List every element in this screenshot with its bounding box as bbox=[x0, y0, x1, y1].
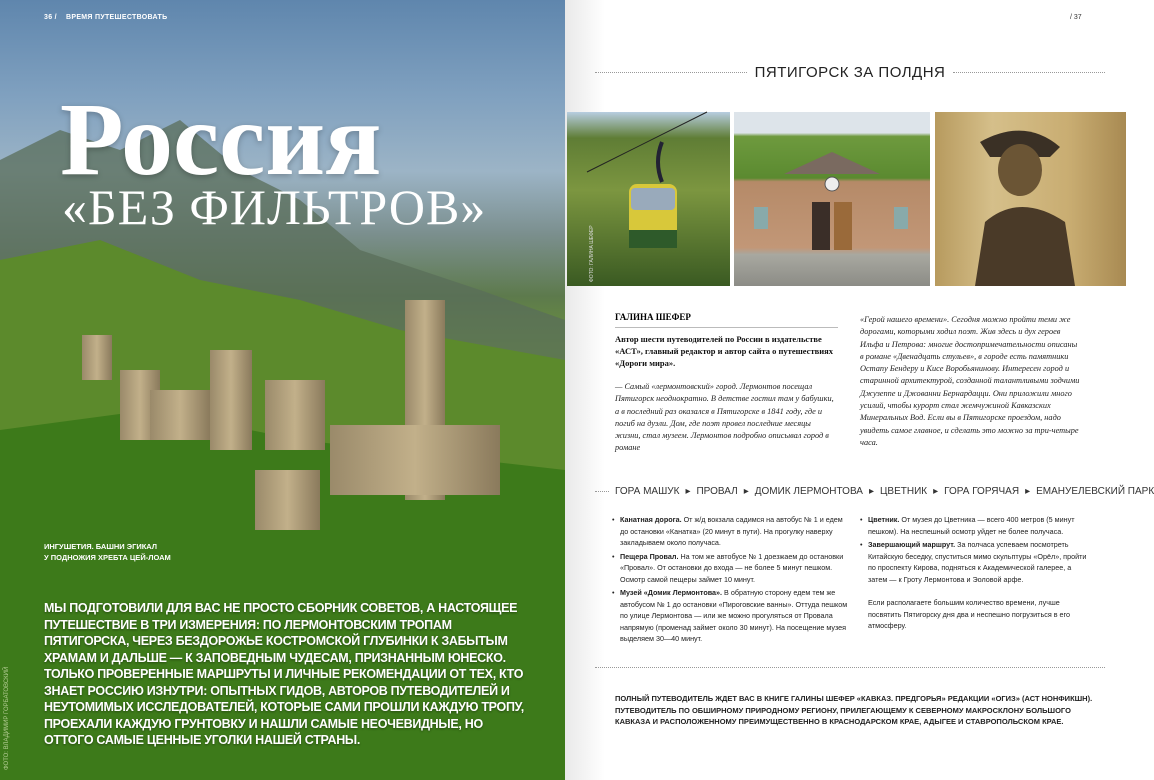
dotted-rule bbox=[953, 72, 1105, 73]
page-number: 36 / bbox=[44, 14, 57, 21]
list-item: • Пещера Провал. На том же автобусе № 1 доезжаем до остановки «Провал». От остановки до входа — не более 5 минут пешком. Осмотр самой пещеры займет 10 минут. bbox=[612, 551, 852, 586]
author-name: ГАЛИНА ШЕФЕР bbox=[615, 312, 838, 328]
stone-ruins bbox=[150, 390, 210, 440]
stone-ruins bbox=[330, 425, 500, 495]
stone-tower bbox=[82, 335, 112, 380]
list-item: • Канатная дорога. От ж/д вокзала садимся на автобус № 1 и едем до остановки «Канатка» (20 минут в пути). На прогулку наверху закладываем около получаса. bbox=[612, 514, 852, 549]
route-bar bbox=[595, 486, 1154, 497]
page-title: Россия bbox=[60, 82, 382, 197]
photo-ostap-bender-statue bbox=[935, 112, 1126, 286]
photo-credit: ФОТО: ВЛАДИМИР ГОРБАТОВСКИЙ bbox=[4, 666, 10, 770]
section-heading bbox=[595, 64, 1105, 81]
heading-text: ПЯТИГОРСК ЗА ПОЛДНЯ bbox=[754, 64, 946, 81]
page-number: / 37 bbox=[1070, 14, 1082, 21]
page-subtitle: «БЕЗ ФИЛЬТРОВ» bbox=[62, 179, 487, 235]
photo-cable-car bbox=[567, 112, 730, 286]
arrow-icon: ▸ bbox=[933, 486, 939, 497]
section-name: ВРЕМЯ ПУТЕШЕСТВОВАТЬ bbox=[66, 14, 168, 21]
dotted-rule bbox=[595, 491, 609, 492]
statue-illustration bbox=[935, 112, 1126, 286]
arrow-icon: ▸ bbox=[743, 486, 749, 497]
quote-part-1: — Самый «лермонтовский» город. Лермонтов посещал Пятигорск неоднократно. В детстве гостил там у бабушки, а в последний раз оказался в Пятигорске в 1841 году, где и погиб на дуэли. Дом, где поэт провел последние месяцы жизни, стал музеем. Лермонтов подробно описывал город в романе bbox=[615, 382, 834, 453]
list-item: • Музей «Домик Лермонтова». В обратную сторону едем тем же автобусом № 1 до остановки «Пироговские ванны». Оттуда пешком по улице Лермонтова — или же можно прогуляться от Провала напрямую (променад займет около 30 минут). На посещение музея выделяем 30—40 минут. bbox=[612, 587, 852, 645]
dotted-rule bbox=[595, 72, 747, 73]
photo-credit: ФОТО: ГАЛИНА ШЕФЕР bbox=[589, 225, 595, 282]
stone-tower bbox=[210, 350, 252, 450]
dotted-divider bbox=[595, 667, 1105, 668]
route-stop: ПРОВАЛ bbox=[696, 486, 738, 497]
photo-caption bbox=[44, 541, 171, 563]
closing-note: Если располагаете большим количество времени, лучше посвятить Пятигорску дня два и неспешно погрузиться в его атмосферу. bbox=[868, 598, 1070, 630]
intro-paragraph: МЫ ПОДГОТОВИЛИ ДЛЯ ВАС НЕ ПРОСТО СБОРНИК СОВЕТОВ, А НАСТОЯЩЕЕ ПУТЕШЕСТВИЕ В ТРИ ИЗМЕРЕНИЯ: ПО ЛЕРМОНТОВСКИМ ТРОПАМ ПЯТИГОРСКА, ЧЕРЕЗ БЕЗДОРОЖЬЕ КОСТРОМСКОЙ ГЛУБИНКИ К ЗАБЫТЫМ ХРАМАМ И ДАЛЬШЕ — К ЗАПОВЕДНЫМ ЧУДЕСАМ, ПРИЗНАННЫМ ЮНЕСКО. ТОЛЬКО ПРОВЕРЕННЫЕ МАРШРУТЫ И ЛИЧНЫЕ РЕКОМЕНДАЦИИ ОТ ТЕХ, КТО ЗНАЕТ РОССИЮ ИЗНУТРИ: ОПЫТНЫХ ГИДОВ, АВТОРОВ ПУТЕВОДИТЕЛЕЙ И НЕУТОМИМЫХ ИССЛЕДОВАТЕЛЕЙ, КОТОРЫЕ САМИ ПРОШЛИ КАЖДУЮ ТРОПУ, ПРОЕХАЛИ КАЖДУЮ ГРУНТОВКУ И НАШЛИ САМЫЕ НЕОЧЕВИДНЫЕ, НО ОТТОГО САМЫЕ ЦЕННЫЕ УГОЛКИ НАШЕЙ СТРАНЫ. bbox=[44, 601, 524, 747]
stone-tower bbox=[265, 380, 325, 450]
caption-line: ИНГУШЕТИЯ. БАШНИ ЭГИКАЛ bbox=[44, 542, 158, 551]
arrow-icon: ▸ bbox=[1025, 486, 1031, 497]
stone-tower bbox=[255, 470, 320, 530]
route-stop: ЦВЕТНИК bbox=[880, 486, 928, 497]
arrow-icon: ▸ bbox=[685, 486, 691, 497]
stops-list-left bbox=[612, 514, 852, 647]
caption-line: У ПОДНОЖИЯ ХРЕБТА ЦЕЙ-ЛОАМ bbox=[44, 553, 171, 562]
list-item: • Цветник. От музея до Цветника — всего 400 метров (5 минут пешком). На неспешный осмотр уйдет не более получаса. bbox=[860, 514, 1092, 537]
author-block bbox=[615, 312, 838, 455]
route-stop: ЕМАНУЕЛЕВСКИЙ ПАРК bbox=[1036, 486, 1154, 497]
route-stop: ДОМИК ЛЕРМОНТОВА bbox=[754, 486, 863, 497]
building-illustration bbox=[734, 112, 930, 286]
route-stop: ГОРА ГОРЯЧАЯ bbox=[944, 486, 1020, 497]
photo-lermontov-house bbox=[734, 112, 930, 286]
quote-part-2: «Герой нашего времени». Сегодня можно пройти теми же дорогами, которыми ходил поэт. Жив здесь и дух героев Ильфа и Петрова: многие достопримечательности описаны в романе «Двенадцать стульев», в городе есть памятники Остапу Бендеру и Кисе Воробьянинову. Интересен город и старинной архитектурой, созданной талантливыми зодчими Джузеппе и Джованни Бернардацци. Они приложили много усилий, чтобы курорт стал жемчужиной Кавказских Минеральных Вод. Если вы в Пятигорске проездом, надо увидеть самое главное, и сделать это можно за три-четыре часа. bbox=[860, 315, 1080, 447]
list-item: • Завершающий маршрут. За полчаса успеваем посмотреть Китайскую беседку, спуститься мимо скульптуры «Орёл», пройти по проспекту Кирова, подняться к Академической галерее, а затем — к Гроту Лермонтова и Эоловой арфе. bbox=[860, 539, 1092, 585]
author-bio: Автор шести путеводителей по России в издательстве «АСТ», главный редактор и автор сайта о путешествиях «Дороги мира». bbox=[615, 334, 833, 368]
route-stop: ГОРА МАШУК bbox=[615, 486, 680, 497]
arrow-icon: ▸ bbox=[868, 486, 874, 497]
stops-list-right bbox=[860, 514, 1092, 632]
book-promo: ПОЛНЫЙ ПУТЕВОДИТЕЛЬ ЖДЕТ ВАС В КНИГЕ ГАЛИНЫ ШЕФЕР «КАВКАЗ. ПРЕДГОРЬЯ» РЕДАКЦИИ «ОГИЗ» (АСТ НОНФИКШН). ПУТЕВОДИТЕЛЬ ПО ОБШИРНОМУ ПРИРОДНОМУ РЕГИОНУ, ПРИЛЕГАЮЩЕМУ К СЕВЕРНОМУ МАКРОСКЛОНУ БОЛЬШОГО КАВКАЗА И РАСПОЛОЖЕННОМУ ПРЕИМУЩЕСТВЕННО В КРАСНОДАРСКОМ КРАЕ, АДЫГЕЕ И СТАВРОПОЛЬСКОМ КРАЕ. bbox=[615, 694, 1093, 726]
left-page-photo bbox=[0, 0, 565, 780]
